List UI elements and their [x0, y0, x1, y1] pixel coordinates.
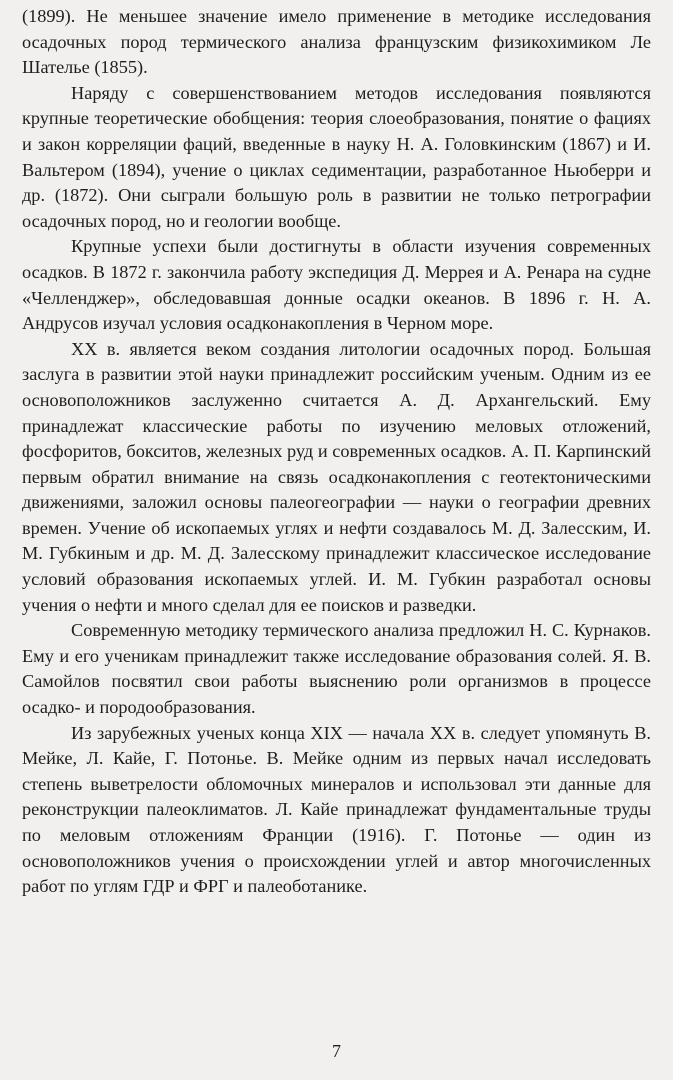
paragraph-3: Крупные успехи были достигнуты в области изучения современных осадков. В 1872 г. закончила работу экспедиция Д. Меррея и А. Ренара на судне «Челленджер», обследовавшая донные осадки океанов. В 1896 г. Н. А. Андрусов изучал условия осадконакопления в Черном море. — [22, 236, 651, 334]
paragraph-6: Из зарубежных ученых конца XIX — начала XX в. следует упомянуть В. Мейке, Л. Кайе, Г. Потонье. В. Мейке одним из первых начал исследовать степень выветрелости обломочных минералов и использовал эти данные для реконструкции палеоклиматов. Л. Кайе принадлежат фундаментальные труды по меловым отложениям Франции (1916). Г. Потонье — один из основоположников учения о происхождении углей и автор многочисленных работ по углям ГДР и ФРГ и палеоботанике. — [22, 722, 651, 897]
paragraph-5: Современную методику термического анализа предложил Н. С. Курнаков. Ему и его ученикам принадлежит также исследование образования солей. Я. В. Самойлов посвятил свои работы выяснению роли организмов в процессе осадко- и породообразования. — [22, 620, 651, 718]
paragraph-2: Наряду с совершенствованием методов исследования появляются крупные теоретические обобщения: теория слоеобразования, понятие о фациях и закон корреляции фаций, введенные в науку Н. А. Головкинским (1867) и И. Вальтером (1894), учение о циклах седиментации, разработанное Ньюберри и др. (1872). Они сыграли большую роль в развитии не только петрографии осадочных пород, но и геологии вообще. — [22, 82, 651, 231]
paragraph-4: XX в. является веком создания литологии осадочных пород. Большая заслуга в развитии этой науки принадлежит российским ученым. Одним из ее основоположников заслуженно считается А. Д. Архангельский. Ему принадлежат классические работы по изучению меловых отложений, фосфоритов, бокситов, железных руд и современных осадков. А. П. Карпинский первым обратил внимание на связь осадконакопления с геотектоническими движениями, заложил основы палеогеографии — науки о географии древних времен. Учение об ископаемых углях и нефти создавалось М. Д. Залесским, И. М. Губкиным и др. М. Д. Залесскому принадлежит классическое исследование условий образования ископаемых углей. И. М. Губкин разработал основы учения о нефти и много сделал для ее поисков и разведки. — [22, 338, 651, 615]
paragraph-1: (1899). Не меньшее значение имело применение в методике исследования осадочных пород термического анализа французским физикохимиком Ле Шателье (1855). — [22, 6, 651, 78]
text-column — [22, 4, 651, 900]
page-number: 7 — [332, 1041, 341, 1061]
